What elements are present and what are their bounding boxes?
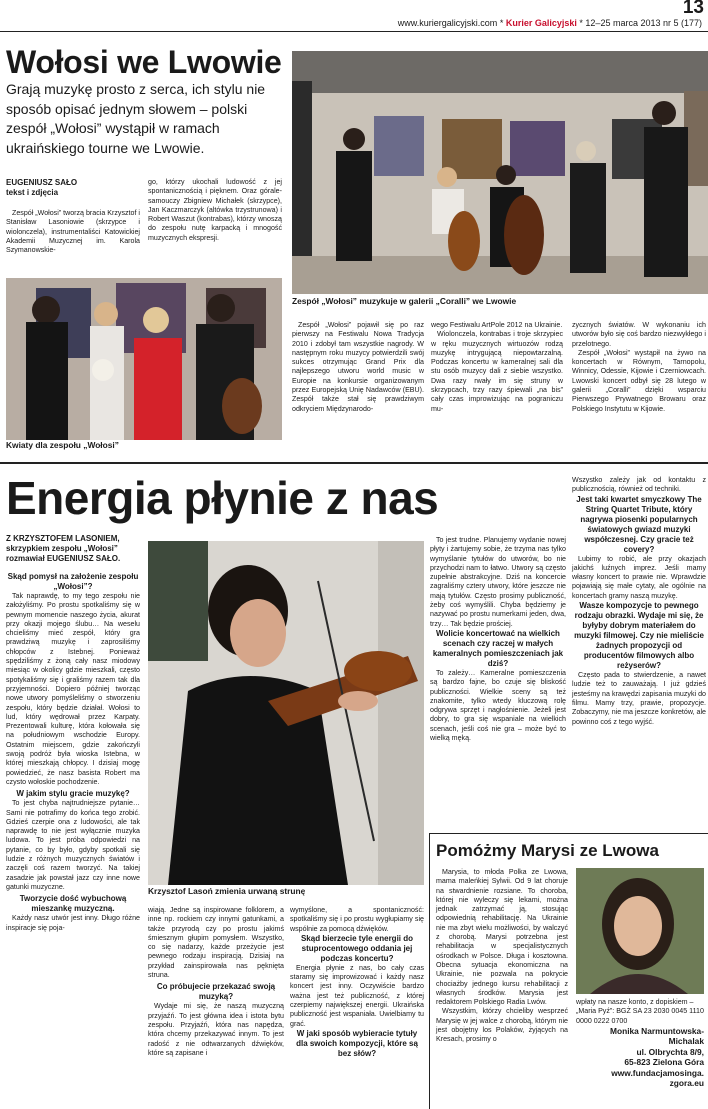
contact-street: ul. Olbrychta 8/9, xyxy=(636,1046,704,1057)
article1-col4 xyxy=(431,321,563,414)
paragraph: Zespół „Wołosi” tworzą bracia Krzysztof i Stanisław Lasoniowie (skrzypce i wiolonczela), instrumentaliści Katowickiej Akademii Muzycznej im. Karola Szymanowskie- xyxy=(6,209,140,255)
article1-col3 xyxy=(292,321,424,414)
header-line xyxy=(398,18,702,28)
article2-col1 xyxy=(6,534,140,933)
interview-intro: Z KRZYSZTOFEM LASONIEM, skrzypkiem zespołu „Wołosi” rozmawiał EUGENIUSZ SAŁO. xyxy=(6,534,121,563)
article1-author: EUGENIUSZ SAŁO xyxy=(6,178,78,187)
answer: Wydaje mi się, że naszą muzyczną przyjaźń. To jest główna idea i istota bytu zespołu. Przyjaźń, która nas napędza, która chcemy przekazywać innym. To jest radość z nie odtwarzanych dźwięków, które są zapisane i xyxy=(148,1002,284,1057)
question: W jakim stylu gracie muzykę? xyxy=(16,789,130,799)
photo-concert-image xyxy=(292,51,708,294)
photo-marysia xyxy=(576,868,704,994)
photo-flowers-caption: Kwiaty dla zespołu „Wołosi” xyxy=(6,440,119,450)
question: Skąd bierzecie tyle energii do stuprocentowego oddania jej podczas koncertu? xyxy=(300,933,414,963)
article2-col4 xyxy=(572,476,706,727)
question: Wolicie koncertować na wielkich scenach czy raczej w małych kameralnych pomieszczeniach jak dziś? xyxy=(432,628,564,668)
article2-col3-top xyxy=(430,536,566,743)
contact-city: 65-823 Zielona Góra xyxy=(624,1057,704,1068)
answer: Często pada to stwierdzenie, a nawet ludzie też to zauważają. I już gdzieś jesteśmy na krawędzi zapisania muzyki do filmu. Mamy trzy, prawie, propozycje. Zobaczymy, nie ma jeszcze konkretów, ale powinno coś z tego wyjść. xyxy=(572,671,706,726)
question: W jaki sposób wybieracie tytuły dla swoich kompozycji, które są bez słów? xyxy=(296,1028,418,1058)
sep: * xyxy=(499,18,504,28)
paper-name: Kurier Galicyjski xyxy=(505,18,577,28)
issue-date: * 12–25 marca 2013 nr 5 (177) xyxy=(579,18,702,28)
article1-col1 xyxy=(6,209,140,255)
paragraph: wego Festiwalu ArtPole 2012 na Ukrainie. xyxy=(431,321,563,329)
answer: To zależy… Kameralne pomieszczenia są bardzo fajne, bo czuje się bliskość publiczności. Wielkie sceny są też znakomite, tylko wtedy kluczową rolę odgrywa sprzęt i nagłośnienie. Jeżeli jest dobry, to gra się wspaniale na wielkich scenach, jeśli coś nie gra – może być to wielką męką. xyxy=(430,668,566,743)
answer: Wszystko zależy jak od kontaktu z publicznością, również od techniki. xyxy=(572,476,706,494)
help-box-title: Pomóżmy Marysi ze Lwowa xyxy=(436,841,659,860)
article1-col5 xyxy=(572,321,706,414)
site-url[interactable]: www.kuriergalicyjski.com xyxy=(397,18,498,28)
article-interview xyxy=(0,464,708,1109)
article2-title: Energia płynie z nas xyxy=(6,472,439,524)
contact-url[interactable]: www.fundacjamosinga. xyxy=(611,1067,704,1078)
paragraph: Wiolonczela, kontrabas i troje skrzypiec w ręku muzycznych wirtuozów rodzą muzykę intrygującą niepowtarzalną. Podczas koncertu w kameralnej sali dla stu osób muzycy dali z siebie wszystko. Dwa razy rwały im się struny w skrzypcach, trzy razy śpiewali „na bis” cały czas improwizując na pograniczu mu- xyxy=(431,330,563,413)
photo-marysia-image xyxy=(576,868,704,994)
photo-lason-image xyxy=(148,541,424,885)
photo-lason xyxy=(148,541,424,885)
article1-title: Wołosi we Lwowie xyxy=(6,44,282,80)
paragraph: Wszystkim, którzy chcieliby wesprzeć Marysię w jej walce z chorobą, którym nie jest obojętny los Polaków, żyjących na Kresach, prosimy o xyxy=(436,1007,568,1044)
contact-url-2[interactable]: zgora.eu xyxy=(669,1078,704,1089)
photo-concert xyxy=(292,51,708,294)
page-number: 13 xyxy=(682,0,704,18)
answer: Tak naprawdę, to my tego zespołu nie założyliśmy. Po prostu spotkaliśmy się w pewnym momencie naszego życia, akurat przy okazji mojego ślubu… Na weselu chcieliśmy mieć zespół, który gra prawdziwą muzykę i zaprosiliśmy chłopców z Istebnej. Ponieważ spędziliśmy z żoną cały nasz miodowy miesiąc w okolicy gdzie mieszkali, często spotykaliśmy się i graliśmy razem tak dla przyjemności. Dopiero później tworząc nowe utwory pomyśleliśmy o stworzeniu zespołu, który będzie działał. Wołosi to lud, który wędrował przez Karpaty. Prezentowali kulturę, która kołowała się na południowym wschodzie Europy. Ostatnim miejscem, gdzie zakończyli swoją podróż była wioska Istebna, w której mieszkają chłopcy. I dzisiaj mogę powiedzieć, że nasz basista Robert ma czysto wołoskie pochodzenie. xyxy=(6,592,140,786)
help-box-bank: wpłaty na nasze konto, z dopiskiem – „Maria Pyź”: BGŻ SA 23 2030 0045 1110 0000 0222 0700 xyxy=(576,998,704,1025)
paragraph: go, którzy ukochali ludowość z jej spontanicznością i pięknem. Oraz górale-samouczy Zbigniew Michałek (skrzypce), Jan Kaczmarczyk (altówka trzystrunowa) i Robert Waszut (kontrabas), którzy wnoszą do zespołu nutę karpacką i mnogość muzycznych ekspresji. xyxy=(148,178,282,242)
photo-flowers-image xyxy=(6,278,282,440)
question: Jest taki kwartet smyczkowy The String Quartet Tribute, który nagrywa piosenki popularnych światowych gwiazd muzyki współczesnej. Czy gracie też covery? xyxy=(576,494,702,554)
contact-name: Monika Narmuntowska-Michalak xyxy=(609,1026,704,1047)
answer: wiają. Jedne są inspirowane folklorem, a inne np. rockiem czy innymi gatunkami, a także przyrodą czy po prostu jakimś śmiesznym głupim pomysłem. Wszystko, co się nadarzy, każde przeżycie jest pewnego rodzaju inspiracją. Dzisiaj na przykład zainspirowała nas pęknięta struna. xyxy=(148,906,284,980)
article2-col2 xyxy=(148,906,284,1058)
paragraph: Zespół „Wołosi” pojawił się po raz pierwszy na Festiwalu Nowa Tradycja 2010 i zdobył tam wszystkie nagrody. W następnym roku muzycy potwierdzili swój sukces otrzymując Grand Prix dla najlepszego utworu world music w Europie na konkursie organizowanym przez Europejską Unię Nadawców (EBU). Zespół także stał się prawdziwym odkryciem Międzynarodo- xyxy=(292,321,424,413)
question: Skąd pomysł na założenie zespołu „Wołosi”? xyxy=(7,572,139,591)
page-header xyxy=(0,0,708,34)
answer: To jest chyba najtrudniejsze pytanie… Sami nie potrafimy do końca tego zrobić. Gdzieś czerpie ona z ludowości, ale tak naprawdę to nie jest wyłącznie muzyka ludowa. To jest próba odpowiedzi na pytanie, co by było, gdyby spotkali się ludzie z różnych muzycznych światów i zaczęli coś razem tworzyć. Na takiej zasadzie jak powstał jazz czy inne nowe gatunki muzyczne. xyxy=(6,799,140,891)
header-rule xyxy=(0,31,708,32)
answer: Energia płynie z nas, bo cały czas staramy się improwizować i każdy nasz koncert jest inny. Oczywiście bardzo ważna jest też publiczność, z której czerpiemy największej energii. Ukraińska publiczność jest wspaniała. Uwielbiamy tu grać. xyxy=(290,963,424,1028)
answer: Każdy nasz utwór jest inny. Długo różne inspiracje się poja- xyxy=(6,914,140,932)
help-box-contact xyxy=(576,1026,704,1088)
question: Co próbujecie przekazać swoją muzyką? xyxy=(156,982,276,1002)
paragraph: Zespół „Wołosi” wystąpił na żywo na koncertach w Równym, Tarnopolu, Winnicy, Odessie, Kijowie i Czerniowcach. Lwowski koncert odbył się 28 lutego w galerii „Coralli” dzięki wsparciu Pierwszego Prywatnego Browaru oraz Polskiego Instytutu w Kijowie. xyxy=(572,348,706,413)
photo-flowers xyxy=(6,278,282,440)
help-box xyxy=(429,833,708,1109)
answer: To jest trudne. Planujemy wydanie nowej płyty i żartujemy sobie, że trzyma nas tylko wymyślanie tytułów do utworów, bo nie przychodzi nam to łatwo. Utwory są często zupełnie abstrakcyjne. Dziś na koncercie zagraliśmy cztery utwory, które jeszcze nie mają tytułów. Często prosimy publiczność, żeby coś wymyślili. Chyba będziemy je nazywać po prostu numerkami jeden, dwa, trzy… Tak będzie prościej. xyxy=(430,536,566,628)
article2-col3-bottom xyxy=(290,906,424,1059)
article1-author-sub: tekst i zdjęcia xyxy=(6,188,59,197)
article1-col2 xyxy=(148,178,282,243)
paragraph: zycznych światów. W wykonaniu ich utworów było się coś bardzo niezwykłego i przelotnego. xyxy=(572,321,706,348)
help-box-text xyxy=(436,868,568,1045)
photo-concert-caption: Zespół „Wołosi” muzykuje w galerii „Coralli” we Lwowie xyxy=(292,296,517,306)
photo-lason-caption: Krzysztof Lasoń zmienia urwaną strunę xyxy=(148,886,306,896)
article-wolosi xyxy=(0,34,708,460)
answer: wymyślone, a spontaniczność: spotkaliśmy się i po prostu wygłupiamy się wspólnie za pomocą dźwięków. xyxy=(290,906,424,933)
paragraph: Marysia, to młoda Polka ze Lwowa, mama maleńkiej Sylwii. Od 9 lat choruje na stwardnienie rozsiane. To choroba, której nie wyleczy się lekami, można jednak zatrzymać ją, stosując odpowiednią rehabilitację. Na Ukrainie nie ma zbyt wielu możliwości, by walczyć z chorobą. Marysi potrzebna jest rehabilitacja w specjalistycznych ośrodkach w Polsce. Długa i kosztowna. Obecna sytuacja ekonomiczna na Ukrainie, nie pozwala na pokrycie chociażby jednego kursu rehabilitacji z własnych środków. Marysia jest redaktorem Polskiego Radia Lwów. xyxy=(436,868,568,1007)
question: Tworzycie dość wybuchową mieszankę muzyczną. xyxy=(19,894,127,914)
answer: Lubimy to robić, ale przy okazjach jakichś luźnych imprez. Jeśli mamy własny koncert to prawie nie. Wprawdzie pojawiają się małe cytaty, ale ogólnie na koncertach gramy naszą muzykę. xyxy=(572,554,706,600)
article1-lead: Grają muzykę prosto z serca, ich stylu nie sposób opisać jednym słowem – polski zespół „Wołosi” wystąpił w ramach ukraińskiego tourne we Lwowie. xyxy=(6,81,266,156)
question: Wasze kompozycje to pewnego rodzaju obrazki. Wydaje mi się, że byłyby dobrym materiałem do muzyki filmowej. Czy nie mieliście żadnych propozycji od producentów filmowych albo reżyserów? xyxy=(574,601,704,671)
